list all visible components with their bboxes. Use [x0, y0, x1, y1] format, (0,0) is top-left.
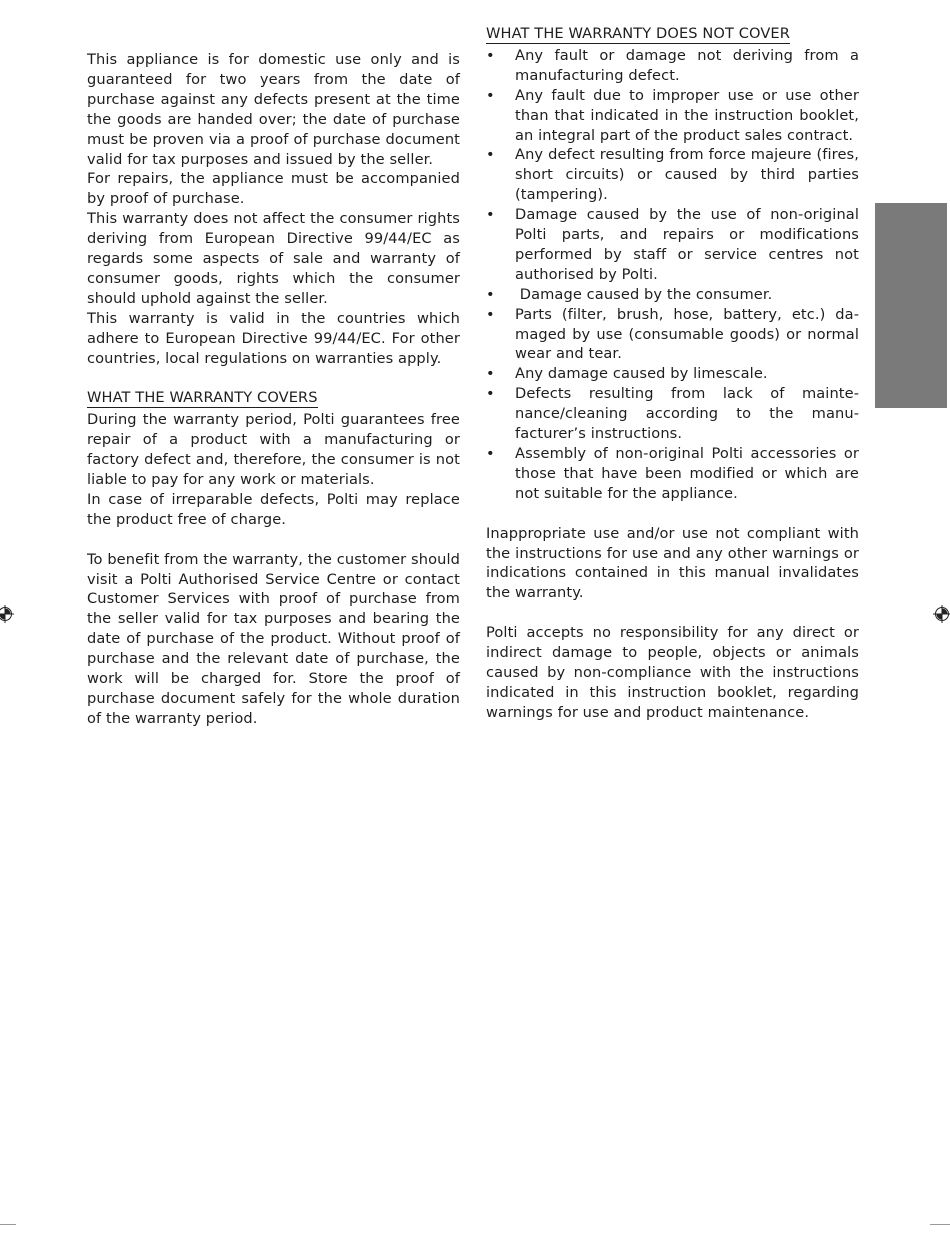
bullet: • — [486, 305, 495, 323]
list-item-text: Defects resulting from lack of maintenance/cleaning according to the manufacturer’s instructions. — [515, 385, 859, 443]
not-covered-heading: WHAT THE WARRANTY DOES NOT COVER — [486, 25, 790, 42]
bullet: • — [486, 86, 495, 104]
list-item-text: Parts (filter, brush, hose, battery, etc.) damaged by use (consumable goods) or normal wear and tear. — [515, 305, 859, 363]
spacer — [486, 504, 859, 524]
list-item — [486, 285, 859, 305]
covers-heading: WHAT THE WARRANTY COVERS — [87, 389, 318, 407]
covers-heading-wrap — [87, 388, 460, 410]
list-item-text: Assembly of non-original Polti accessories or those that have been modified or which are not suitable for the appliance. — [515, 445, 859, 502]
list-item-text: Any fault due to improper use or use other than that indicated in the instruction booklet, an integral part of the product sales contract. — [515, 86, 859, 144]
spacer — [486, 603, 859, 623]
list-item-text: Any defect resulting from force majeure (fires, short circuits) or caused by third parties (tampering). — [515, 146, 859, 204]
intro-paragraph-1: This appliance is for domestic use only and is guaranteed for two years from the date of purchase against any defects present at the time the goods are handed over; the date of purchase must be proven via a proof of purchase document valid for tax purposes and issued by the seller. — [87, 51, 460, 168]
bullet: • — [486, 46, 495, 64]
responsibility-paragraph: Polti accepts no responsibility for any direct or indirect damage to people, objects or animals caused by non-compliance with the instructions indicated in this instruction booklet, regarding warnings for use and product maintenance. — [486, 624, 859, 721]
list-item — [486, 444, 859, 504]
benefit-paragraph: To benefit from the warranty, the customer should visit a Polti Authorised Service Centre or contact Customer Services with proof of purchase from the seller valid for tax purposes and bearing the date of purchase of the product. Without proof of purchase and the relevant date of purchase, the work will be charged for. Store the proof of purchase document safely for the whole duration of the warranty period. — [87, 550, 460, 727]
crop-mark — [0, 1224, 16, 1225]
bullet: • — [486, 445, 495, 463]
bullet: • — [486, 146, 495, 164]
list-item — [486, 205, 859, 285]
spacer — [87, 530, 460, 550]
covers-paragraph-2: In case of irreparable defects, Polti may replace the product free of charge. — [87, 490, 460, 528]
intro-paragraph-4: This warranty is valid in the countries which adhere to European Directive 99/44/EC. For other countries, local regulations on warranties apply. — [87, 309, 460, 367]
registration-mark-icon — [0, 605, 14, 623]
invalidation-paragraph: Inappropriate use and/or use not compliant with the instructions for use and any other warnings or indications contained in this manual invalidates the warranty. — [486, 524, 859, 602]
crop-mark — [930, 1224, 950, 1225]
list-item — [486, 364, 859, 384]
bullet: • — [486, 206, 495, 224]
not-covered-list — [486, 46, 859, 504]
right-column — [486, 24, 859, 723]
intro-paragraph-3: This warranty does not affect the consumer rights deriving from European Directive 99/44/EC as regards some aspects of sale and warranty of consumer goods, rights which the consumer should uphold against the seller. — [87, 210, 460, 307]
registration-mark-icon — [933, 605, 950, 623]
left-column — [87, 50, 460, 729]
list-item-text: Damage caused by the use of non-original Polti parts, and repairs or modifications performed by staff or service centres not authorised by Polti. — [515, 206, 859, 283]
list-item — [486, 46, 859, 86]
list-item — [486, 305, 859, 365]
spacer — [87, 369, 460, 389]
bullet: • — [486, 365, 495, 383]
list-item-text: Any fault or damage not deriving from a manufacturing defect. — [515, 46, 859, 84]
list-item-text: Damage caused by the consumer. — [515, 285, 773, 303]
covers-paragraph-1: During the warranty period, Polti guarantees free repair of a product with a manufacturing or factory defect and, therefore, the consumer is not liable to pay for any work or materials. — [87, 411, 460, 488]
list-item — [486, 384, 859, 444]
section-tab — [875, 203, 947, 408]
intro-paragraph-2: For repairs, the appliance must be accompanied by proof of purchase. — [87, 170, 460, 208]
list-item — [486, 86, 859, 146]
not-covered-heading-wrap — [486, 24, 859, 46]
bullet: • — [486, 385, 495, 403]
list-item-text: Any damage caused by limescale. — [515, 365, 768, 383]
bullet: • — [486, 285, 495, 303]
list-item — [486, 145, 859, 205]
